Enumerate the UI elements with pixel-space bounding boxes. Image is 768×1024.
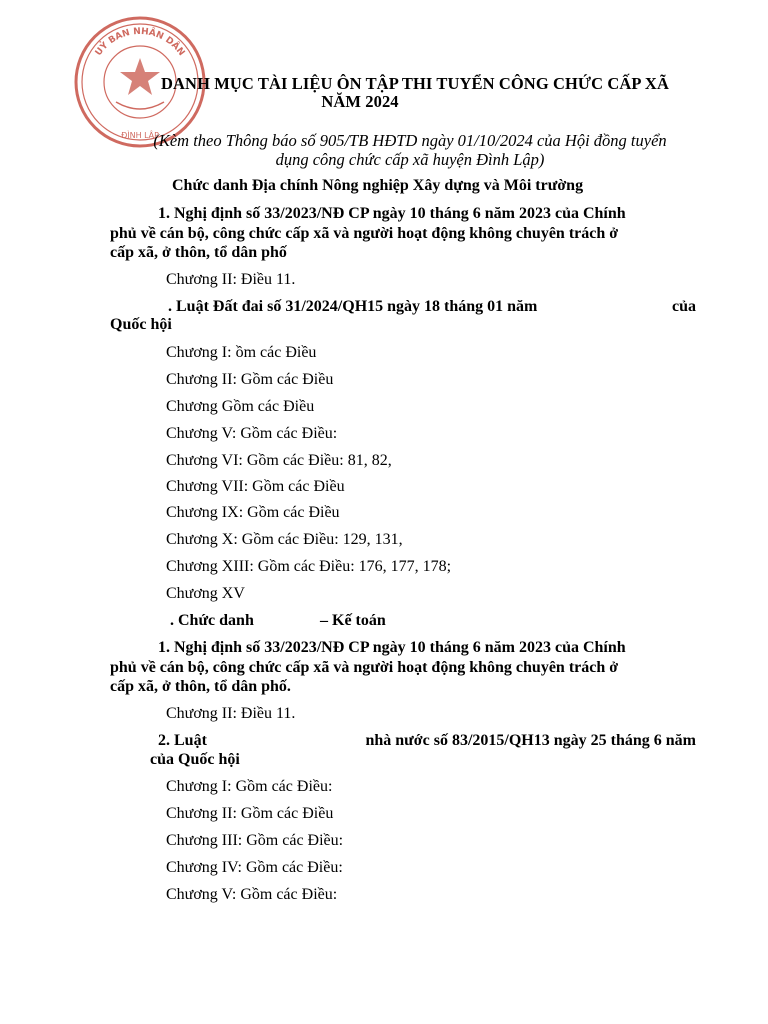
section2-doc2-part-b: nhà nước số 83/2015/QH13 ngày 25 tháng 6 năm	[365, 732, 696, 749]
section1-doc1-line2: phủ về cán bộ, công chức cấp xã và người hoạt động không chuyên trách ở	[110, 225, 619, 242]
section2-doc2-line2: của Quốc hội	[150, 751, 240, 768]
section1-doc2-item: Chương XIII: Gồm các Điều: 176, 177, 178;	[166, 558, 452, 575]
section1-doc2-item: Chương I: ồm các Điều	[166, 344, 317, 361]
section1-doc2-part-a: . Luật Đất đai số 31/2024/QH15 ngày 18 tháng 01 năm	[168, 298, 538, 315]
section1-doc2-item: Chương IX: Gồm các Điều	[166, 504, 340, 521]
seal-text-side: ĐÌNH LẬP	[121, 131, 159, 140]
section1-doc2-item: Chương Gồm các Điều	[166, 398, 315, 415]
section1-doc1-line3: cấp xã, ở thôn, tổ dân phố	[110, 244, 287, 261]
section2-doc2-item: Chương III: Gồm các Điều:	[166, 832, 344, 849]
section2-heading-part-a: . Chức danh	[170, 612, 254, 629]
section1-doc2-item: Chương VI: Gồm các Điều: 81, 82,	[166, 452, 392, 469]
section2-doc2-part-a: 2. Luật	[158, 732, 207, 749]
section2-heading-part-b: – Kế toán	[320, 612, 386, 629]
section1-doc1-line1: 1. Nghị định số 33/2023/NĐ CP ngày 10 tháng 6 năm 2023 của Chính	[158, 205, 626, 222]
section2-doc2-item: Chương V: Gồm các Điều:	[166, 886, 338, 903]
svg-text:UỶ BAN NHÂN DÂN	[94, 26, 186, 58]
doc-title-line1: DANH MỤC TÀI LIỆU ÔN TẬP THI TUYỂN CÔNG CHỨC CẤP XÃ	[161, 74, 669, 93]
section2-doc2-item: Chương IV: Gồm các Điều:	[166, 859, 343, 876]
section1-heading: Chức danh Địa chính Nông nghiệp Xây dựng và Môi trường	[172, 177, 584, 194]
section1-doc1-item: Chương II: Điều 11.	[166, 271, 296, 288]
section1-doc2-item: Chương X: Gồm các Điều: 129, 131,	[166, 531, 403, 548]
section2-doc2-item: Chương I: Gồm các Điều:	[166, 778, 333, 795]
section1-doc2-item: Chương II: Gồm các Điều	[166, 371, 334, 388]
section1-doc2-item: Chương V: Gồm các Điều:	[166, 425, 338, 442]
section1-doc2-line2: Quốc hội	[110, 316, 172, 333]
section2-doc1-line1: 1. Nghị định số 33/2023/NĐ CP ngày 10 tháng 6 năm 2023 của Chính	[158, 639, 626, 656]
section1-doc2-item: Chương VII: Gồm các Điều	[166, 478, 345, 495]
section2-doc2-item: Chương II: Gồm các Điều	[166, 805, 334, 822]
doc-title-line2: NĂM 2024	[321, 92, 399, 111]
section2-doc1-line2: phủ về cán bộ, công chức cấp xã và người hoạt động không chuyên trách ở	[110, 659, 619, 676]
section1-doc2-part-b: của	[672, 298, 696, 315]
section2-doc1-line3: cấp xã, ở thôn, tổ dân phố.	[110, 678, 291, 695]
doc-subtitle-line1: (Kèm theo Thông báo số 905/TB HĐTD ngày 01/10/2024 của Hội đồng tuyển	[153, 131, 667, 150]
section2-doc1-item: Chương II: Điều 11.	[166, 705, 296, 722]
doc-subtitle-line2: dụng công chức cấp xã huyện Đình Lập)	[275, 150, 545, 169]
seal-text-top: UỶ BAN NHÂN DÂN	[93, 26, 187, 58]
section1-doc2-item: Chương XV	[166, 585, 245, 602]
